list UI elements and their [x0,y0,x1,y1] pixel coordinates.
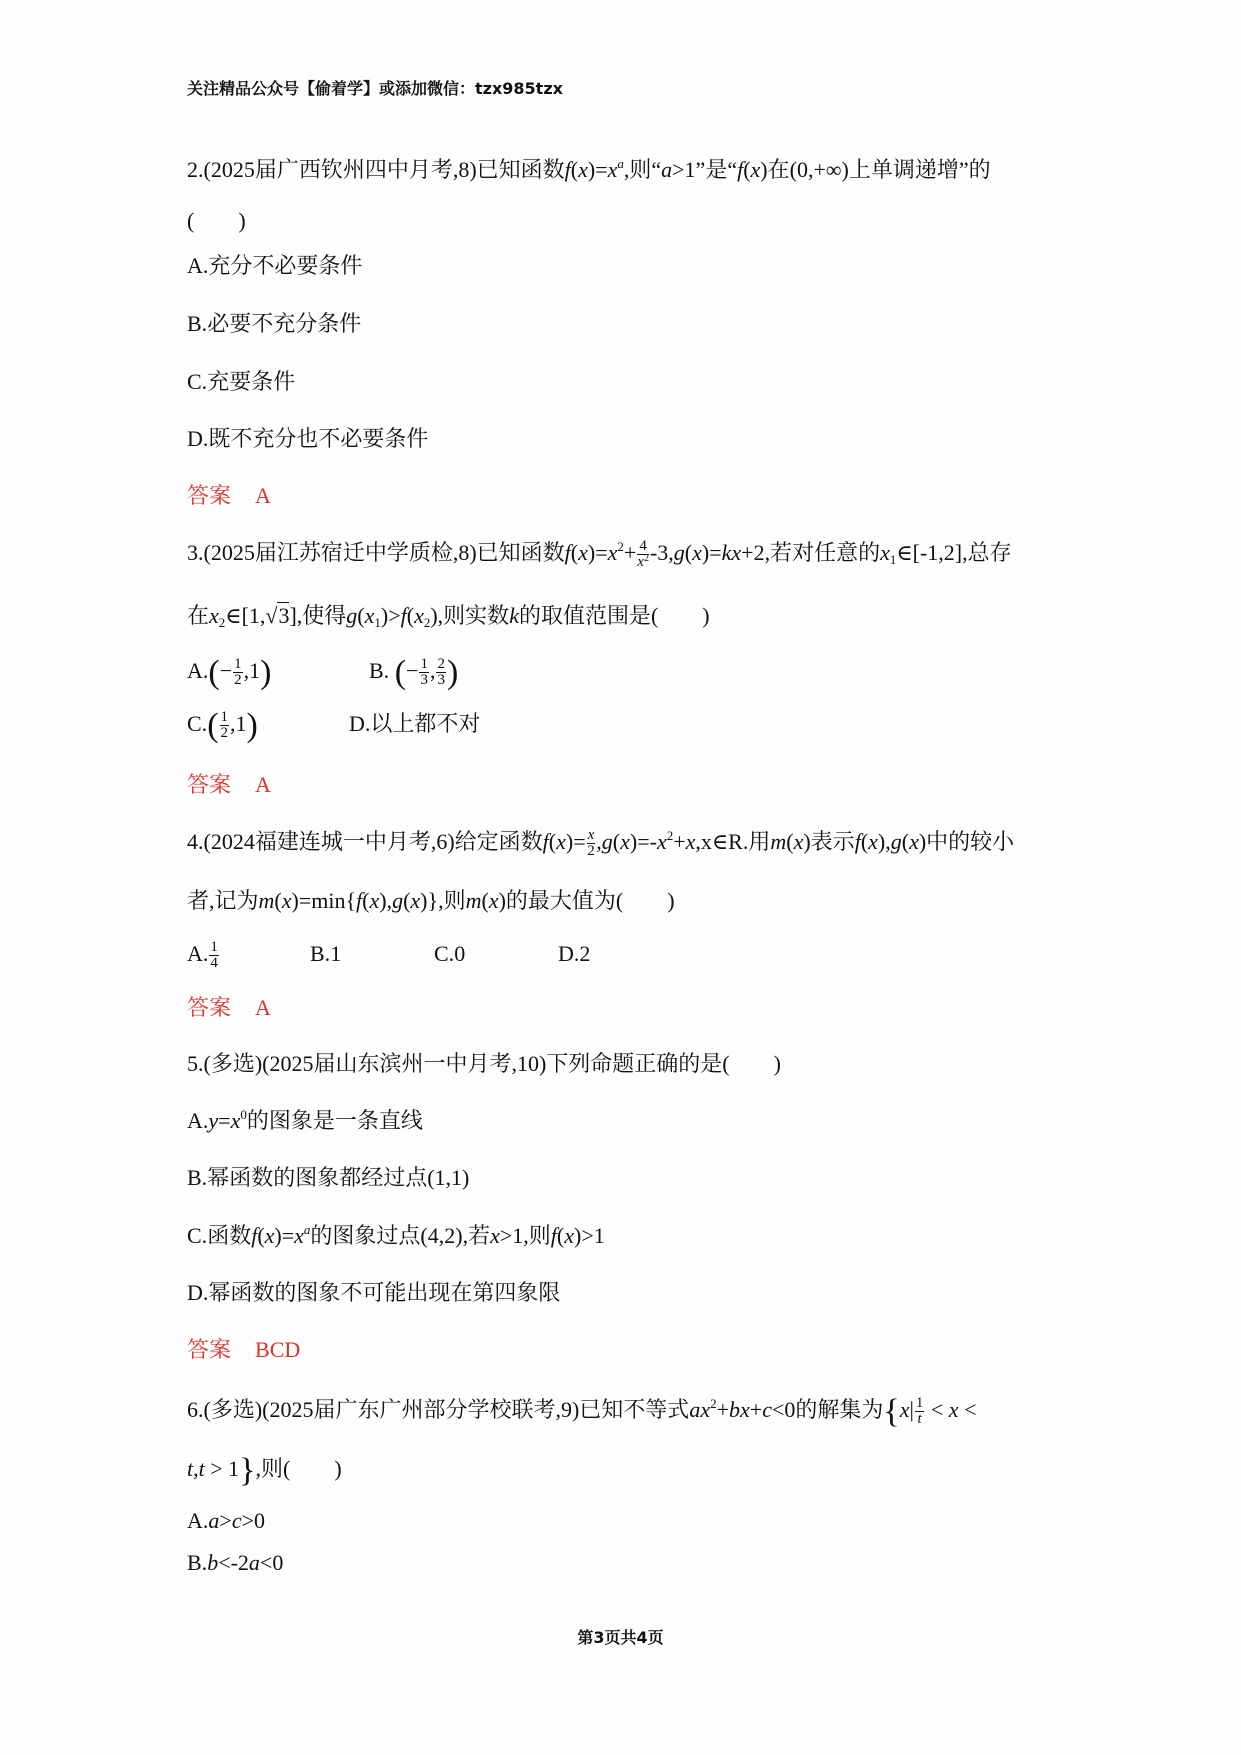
question-4-stem-line2: 者,记为m(x)=min{f(x),g(x)},则m(x)的最大值为( ) [187,888,675,913]
q4-answer: 答案 A [187,995,271,1020]
q2-mid1: ,则“ [623,157,662,182]
question-2-blank: ( ) [187,208,246,233]
q2-cond-rest: >1”是“ [672,157,738,182]
question-5-stem: 5.(多选)(2025届山东滨州一中月考,10)下列命题正确的是( ) [187,1051,781,1076]
q4-option-c: C.0 [434,941,466,966]
question-6-stem-line2: t,t > 1},则( ) [187,1452,342,1489]
q4-option-a: A. $\frac{1}{4}$ [187,939,218,972]
q3-option-c: C.( $\frac{1}{2}$ ,1) [187,707,258,744]
q2-option-b: B.必要不充分条件 [187,311,362,336]
fraction: $\frac{4}{x^2}$ [637,538,649,571]
q6-option-a: A.a>c>0 [187,1508,265,1533]
q3-answer: 答案 A [187,772,271,797]
answer-value: A [255,483,271,508]
question-3-stem-line1: 3.(2025届江苏宿迁中学质检,8)已知函数$f(x)=x^2+$ $\frac{4}{x^2}$ -3,g(x)=kx+2,若对任意的$x_1\in[-1,2]$,总存 [187,538,1012,571]
q2-option-d: D.既不充分也不必要条件 [187,426,429,451]
q5-option-d: D.幂函数的图象不可能出现在第四象限 [187,1280,561,1305]
q4-option-b: B.1 [310,941,342,966]
q2-answer [187,481,271,511]
q5-option-a: $A.y=x^0$的图象是一条直线 [187,1107,423,1133]
q6-option-b: B.b<-2a<0 [187,1550,284,1575]
page-footer: 第3页共4页 [577,1628,664,1647]
q4-options [187,939,590,971]
q4-option-d: D.2 [558,941,591,966]
q5-answer: 答案 BCD [187,1337,301,1362]
q3-options-row1 [187,654,459,691]
q3-options-row2 [187,707,481,744]
answer-label: 答案 [187,483,232,508]
q3-option-b: B. (− $\frac{1}{3}$ , $\frac{2}{3}$ ) [369,654,459,691]
q2-option-c: C.充要条件 [187,369,296,394]
question-2-stem: 2.(2025届广西钦州四中月考,8)已知函数$f(x)=x^a$,则“a>1”是“f(x)在(0,+∞)上单调递增”的 [187,156,991,182]
q5-option-b: B.幂函数的图象都经过点(1,1) [187,1165,470,1190]
q2-option-a: A.充分不必要条件 [187,253,363,278]
question-3-stem-line2: 在$x_2\in[1,√3]$,使得$g(x_1)>f(x_2)$,则实数k的取值范围是( ) [187,603,710,630]
q2-mid2: 在(0,+∞)上单调递增”的 [767,157,991,182]
watermark-header: 关注精品公众号【偷着学】或添加微信：tzx985tzx [187,79,563,98]
q2-prefix: 2.(2025届广西钦州四中月考,8)已知函数 [187,157,565,182]
q3-option-d: D.以上都不对 [349,711,481,736]
q3-option-a: A.(− $\frac{1}{2}$ ,1) [187,654,272,691]
question-4-stem-line1: 4.(2024福建连城一中月考,6)给定函数f(x)= $\frac{x}{2}$ $,g(x)=-x^2+x,x\in R$.用m(x)表示f(x),g(x)中的较小 [187,827,1015,860]
q5-option-c: C.函数$f(x)=x^a$的图象过点(4,2),若x>1,则f(x)>1 [187,1222,605,1248]
question-6-stem-line1: 6.(多选)(2025届广东广州部分学校联考,9)已知不等式$ax^2+bx+c<0$的解集为{x| $\frac{1}{t}$ < x < [187,1393,977,1430]
q2-cond: a [661,157,673,182]
